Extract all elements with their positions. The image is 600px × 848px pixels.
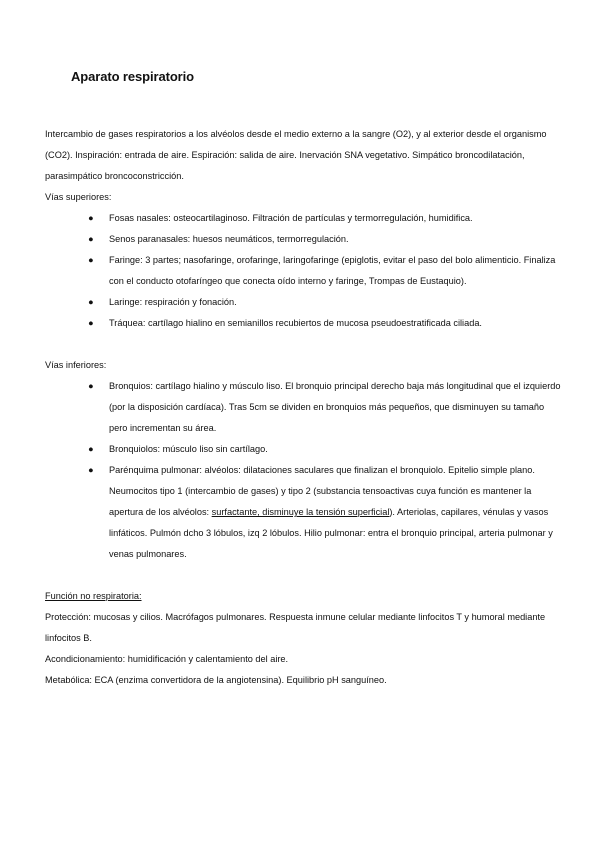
list-item: [88, 292, 565, 313]
surfactant-underlined-text: surfactante, disminuye la tensión superficial: [211, 507, 390, 517]
bullet-icon: ●: [88, 255, 94, 265]
list-item: [88, 460, 565, 565]
bullet-icon: ●: [88, 234, 94, 244]
list-item-text: Tráquea: cartílago hialino en semianillos recubiertos de mucosa pseudoestratificada ciliada.: [109, 318, 482, 328]
list-item-text: Senos paranasales: huesos neumáticos, termorregulación.: [109, 234, 349, 244]
bullet-icon: ●: [88, 318, 94, 328]
spacer: [45, 334, 565, 355]
bullet-icon: ●: [88, 465, 94, 475]
conditioning-paragraph: Acondicionamiento: humidificación y calentamiento del aire.: [45, 654, 289, 664]
intro-paragraph: Intercambio de gases respiratorios a los alvéolos desde el medio externo a la sangre (O2), y al exterior desde el organismo (CO2). Inspiración: entrada de aire. Espiración: salida de aire. Inervación SNA vegetativo. Simpático broncodilatación, parasimpático broncoconstricción.: [45, 129, 547, 181]
non-respiratory-heading: Función no respiratoria:: [45, 591, 142, 601]
protection-paragraph: Protección: mucosas y cilios. Macrófagos pulmonares. Respuesta inmune celular mediante linfocitos T y humoral mediante linfocitos B.: [45, 612, 546, 643]
bullet-icon: ●: [88, 444, 94, 454]
spacer: [45, 565, 565, 586]
list-item-text: Faringe: 3 partes; nasofaringe, orofaringe, laringofaringe (epiglotis, evitar el paso del bolo alimenticio. Finaliza con el conducto otofaríngeo que conecta oído interno y faringe, Trompas de Eustaquio).: [109, 255, 556, 286]
lower-airways-list: [45, 376, 565, 565]
page-title: Aparato respiratorio: [71, 69, 194, 84]
upper-airways-list: [45, 208, 565, 334]
document-body: [45, 124, 565, 691]
list-item: [88, 376, 565, 439]
list-item: [88, 439, 565, 460]
parenquima-text-after: ). Arteriolas, capilares, vénulas y vasos linfáticos. Pulmón dcho 3 lóbulos, izq 2 lóbulos. Hilio pulmonar: entra el bronquio principal, arteria pulmonar y venas pulmonares.: [109, 507, 553, 559]
list-item: [88, 208, 565, 229]
bullet-icon: ●: [88, 213, 94, 223]
list-item-text: Laringe: respiración y fonación.: [109, 297, 237, 307]
bullet-icon: ●: [88, 381, 94, 391]
list-item-text: Bronquiolos: músculo liso sin cartílago.: [109, 444, 268, 454]
parenquima-text-before: Parénquima pulmonar: alvéolos: dilataciones saculares que finalizan el bronquiolo. Epitelio simple plano. Neumocitos tipo 1 (intercambio de gases) y tipo 2 (substancia tensoactivas cuya función es mantener la apertura de los alvéolos:: [109, 465, 535, 517]
list-item-text: Bronquios: cartílago hialino y músculo liso. El bronquio principal derecho baja más longitudinal que el izquierdo (por la disposición cardíaca). Tras 5cm se dividen en bronquios más pequeños, que disminuyen su tamaño pero incrementan su área.: [109, 381, 561, 433]
list-item: [88, 229, 565, 250]
metabolic-paragraph: Metabólica: ECA (enzima convertidora de la angiotensina). Equilibrio pH sanguíneo.: [45, 675, 387, 685]
list-item-text: Fosas nasales: osteocartilaginoso. Filtración de partículas y termorregulación, humidifica.: [109, 213, 473, 223]
list-item: [88, 313, 565, 334]
list-item: [88, 250, 565, 292]
upper-airways-heading: Vías superiores:: [45, 192, 112, 202]
bullet-icon: ●: [88, 297, 94, 307]
lower-airways-heading: Vías inferiores:: [45, 360, 107, 370]
